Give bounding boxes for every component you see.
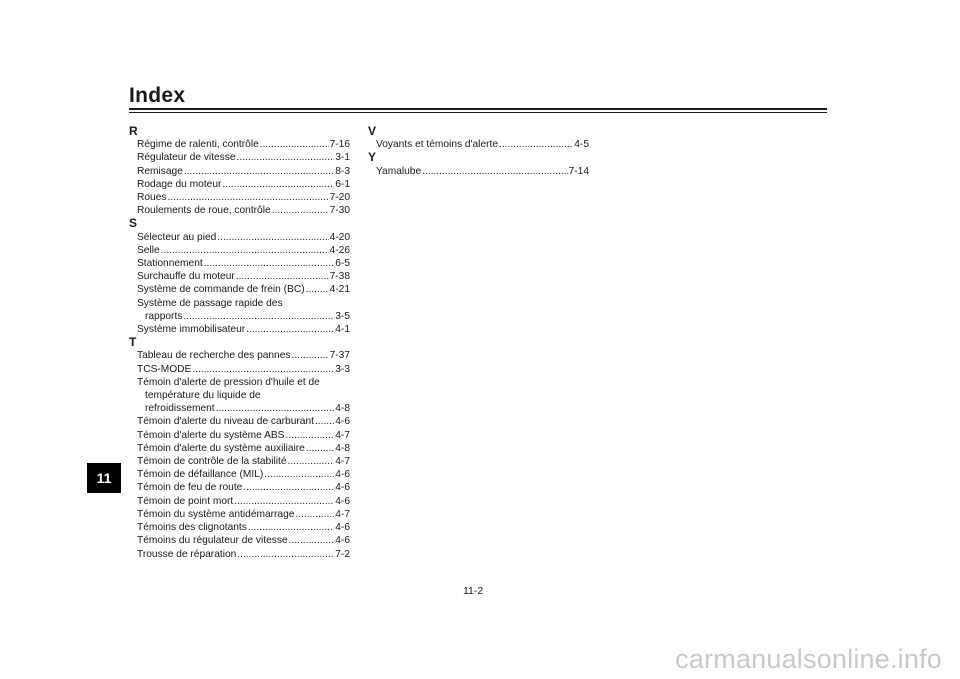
index-entry xyxy=(129,548,350,561)
index-entry-page: 4-7 xyxy=(335,508,350,520)
index-entry-text: Roues xyxy=(137,192,167,204)
index-entry xyxy=(129,376,350,416)
index-entry-text: Voyants et témoins d'alerte xyxy=(376,139,499,151)
index-entry-page: 6-1 xyxy=(335,178,350,190)
index-entry-text: Régime de ralenti, contrôle xyxy=(137,139,259,151)
leader-dots xyxy=(422,165,567,178)
index-entry-row xyxy=(376,138,589,151)
watermark: carmanualsonline.info xyxy=(675,644,942,674)
index-entry-row xyxy=(137,349,350,362)
leader-dots xyxy=(306,442,334,455)
index-entry-row xyxy=(137,442,350,455)
leader-dots xyxy=(260,138,329,151)
index-entry-row xyxy=(137,151,350,164)
leader-dots xyxy=(216,402,335,415)
leader-dots xyxy=(204,257,335,270)
leader-dots xyxy=(236,270,329,283)
index-entry-row xyxy=(137,508,350,521)
leader-dots xyxy=(222,178,334,191)
index-entry-text: Témoin de feu de route xyxy=(137,482,243,494)
leader-dots xyxy=(246,323,334,336)
index-column-left xyxy=(129,125,350,561)
index-entry-page: 7-38 xyxy=(329,271,350,283)
index-entry-row xyxy=(137,270,350,283)
index-entry-row xyxy=(137,178,350,191)
index-entry-row xyxy=(137,455,350,468)
index-entry-text: Système de commande de frein (BC) xyxy=(137,284,305,296)
index-entry-row xyxy=(137,191,350,204)
chapter-tab: 11 xyxy=(87,463,121,493)
leader-dots xyxy=(285,429,334,442)
leader-dots xyxy=(306,283,329,296)
index-entry xyxy=(129,508,350,521)
index-entry xyxy=(368,138,589,151)
index-entry xyxy=(129,151,350,164)
index-entry-row xyxy=(137,468,350,481)
leader-dots xyxy=(237,548,334,561)
header-rule-thin xyxy=(129,112,827,113)
leader-dots xyxy=(183,310,334,323)
index-entry xyxy=(129,495,350,508)
index-entry-row xyxy=(137,481,350,494)
leader-dots xyxy=(288,455,335,468)
index-entry-text: Témoin du système antidémarrage xyxy=(137,508,295,520)
index-entry-text: refroidissement xyxy=(145,403,215,415)
index-entry-row xyxy=(137,283,350,296)
index-entry xyxy=(129,270,350,283)
index-entry-row xyxy=(137,231,350,244)
page-title: Index xyxy=(129,84,186,107)
index-entry xyxy=(129,138,350,151)
index-entry-page: 7-20 xyxy=(329,192,350,204)
index-entry-text: Surchauffe du moteur xyxy=(137,271,235,283)
index-entry-row xyxy=(137,521,350,534)
index-entry-text: Témoins des clignotants xyxy=(137,522,247,534)
index-entry xyxy=(129,429,350,442)
leader-dots xyxy=(264,468,334,481)
leader-dots xyxy=(243,481,334,494)
index-entry-row xyxy=(137,429,350,442)
index-entry xyxy=(129,323,350,336)
index-entry-row xyxy=(137,244,350,257)
index-entry-text: Témoin de point mort xyxy=(137,495,234,507)
index-letter-heading: T xyxy=(129,335,137,350)
index-entry-page: 4-6 xyxy=(335,416,350,428)
index-entry-line: Système de passage rapide des xyxy=(137,297,283,309)
index-entry xyxy=(129,415,350,428)
index-entry xyxy=(129,257,350,270)
index-entry-text: Témoin de défaillance (MIL) xyxy=(137,469,264,481)
index-entry-page: 3-5 xyxy=(335,310,350,322)
index-entry xyxy=(368,165,589,178)
leader-dots xyxy=(289,534,335,547)
index-entry-page: 4-7 xyxy=(335,429,350,441)
leader-dots xyxy=(161,244,329,257)
index-entry-row xyxy=(137,257,350,270)
index-entry-text: Stationnement xyxy=(137,258,203,270)
index-entry xyxy=(129,283,350,296)
index-entry-page: 8-3 xyxy=(335,165,350,177)
index-entry-text: Témoin d'alerte du système auxiliaire xyxy=(137,442,305,454)
index-entry-page: 4-20 xyxy=(329,231,350,243)
index-entry-line: Témoin d'alerte de pression d'huile et de xyxy=(137,376,320,388)
index-entry-row xyxy=(137,323,350,336)
leader-dots xyxy=(234,495,334,508)
leader-dots xyxy=(237,151,335,164)
index-entry-text: Système immobilisateur xyxy=(137,324,246,336)
index-entry xyxy=(129,165,350,178)
index-entry xyxy=(129,481,350,494)
index-entry-page: 7-16 xyxy=(329,139,350,151)
index-entry-text: Trousse de réparation xyxy=(137,548,237,560)
index-entry-row xyxy=(137,415,350,428)
leader-dots xyxy=(167,191,328,204)
index-entry-page: 4-6 xyxy=(335,535,350,547)
leader-dots xyxy=(315,415,334,428)
index-entry-line: température du liquide de xyxy=(145,390,261,402)
index-entry-row xyxy=(376,165,589,178)
index-entry-text: Selle xyxy=(137,244,160,256)
index-letter-heading: S xyxy=(129,216,138,231)
index-entry-row xyxy=(137,534,350,547)
index-entry-page: 4-6 xyxy=(335,482,350,494)
index-letter-heading: R xyxy=(129,124,138,138)
leader-dots xyxy=(248,521,334,534)
index-entry-row xyxy=(137,402,350,415)
index-entry xyxy=(129,363,350,376)
index-entry-text: Roulements de roue, contrôle xyxy=(137,205,271,217)
index-entry-text: Régulateur de vitesse xyxy=(137,152,236,164)
leader-dots xyxy=(217,231,328,244)
leader-dots xyxy=(272,204,329,217)
index-entry-row xyxy=(137,138,350,151)
index-entry-text: Témoin d'alerte du système ABS xyxy=(137,429,285,441)
index-entry xyxy=(129,534,350,547)
index-entry-page: 6-5 xyxy=(335,258,350,270)
index-entry-text: Témoin d'alerte du niveau de carburant xyxy=(137,416,314,428)
index-entry-page: 4-6 xyxy=(335,522,350,534)
index-entry-page: 4-5 xyxy=(574,139,589,151)
index-entry-page: 7-14 xyxy=(568,165,589,177)
index-entry-page: 7-37 xyxy=(329,350,350,362)
index-entry xyxy=(129,178,350,191)
index-entry-page: 4-8 xyxy=(335,442,350,454)
index-column-right xyxy=(368,125,589,178)
header-rule-thick xyxy=(129,108,827,110)
index-entry-page: 4-21 xyxy=(329,284,350,296)
index-entry-row xyxy=(137,363,350,376)
index-entry-page: 7-2 xyxy=(335,548,350,560)
index-entry-page: 4-1 xyxy=(335,324,350,336)
index-entry-page: 4-6 xyxy=(335,469,350,481)
index-entry-text: Rodage du moteur xyxy=(137,178,222,190)
leader-dots xyxy=(192,363,334,376)
index-entry-text: Remisage xyxy=(137,165,183,177)
index-entry-text: Tableau de recherche des pannes xyxy=(137,350,291,362)
page-number: 11-2 xyxy=(463,585,484,597)
leader-dots xyxy=(184,165,334,178)
index-entry-row xyxy=(137,495,350,508)
index-entry-row xyxy=(137,310,350,323)
leader-dots xyxy=(295,508,334,521)
index-entry xyxy=(129,468,350,481)
index-entry-page: 4-26 xyxy=(329,244,350,256)
index-entry xyxy=(129,521,350,534)
index-entry-text: Témoin de contrôle de la stabilité xyxy=(137,456,287,468)
index-entry-text: TCS-MODE xyxy=(137,363,192,375)
index-entry-page: 3-3 xyxy=(335,363,350,375)
index-entry xyxy=(129,244,350,257)
index-entry-text: rapports xyxy=(145,310,183,322)
index-entry-page: 4-8 xyxy=(335,403,350,415)
index-entry xyxy=(129,349,350,362)
index-entry-row xyxy=(137,204,350,217)
index-entry-text: Yamalube xyxy=(376,165,422,177)
index-entry-text: Témoins du régulateur de vitesse xyxy=(137,535,288,547)
index-entry-page: 7-30 xyxy=(329,205,350,217)
index-entry xyxy=(129,455,350,468)
leader-dots xyxy=(499,138,573,151)
index-entry-page: 3-1 xyxy=(335,152,350,164)
leader-dots xyxy=(292,349,329,362)
index-letter-heading: Y xyxy=(368,150,377,165)
index-entry-row xyxy=(137,548,350,561)
index-entry-row xyxy=(137,165,350,178)
index-entry-text: Sélecteur au pied xyxy=(137,231,217,243)
index-entry-page: 4-6 xyxy=(335,495,350,507)
index-entry-page: 4-7 xyxy=(335,456,350,468)
index-entry xyxy=(129,297,350,323)
index-entry xyxy=(129,191,350,204)
index-entry xyxy=(129,442,350,455)
index-entry xyxy=(129,204,350,217)
index-entry xyxy=(129,231,350,244)
index-letter-heading: V xyxy=(368,124,377,138)
